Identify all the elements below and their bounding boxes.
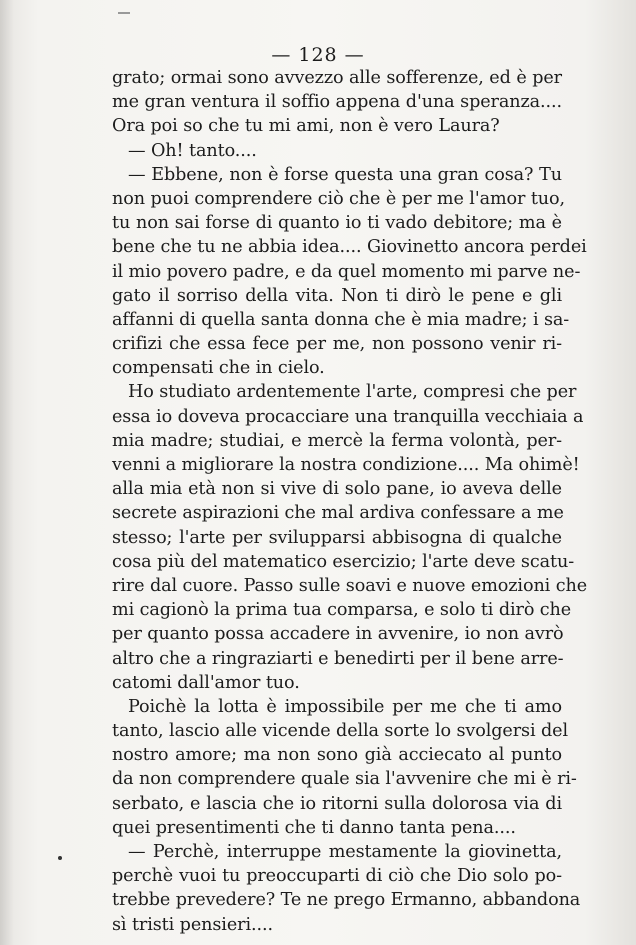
text-line: rire dal cuore. Passo sulle soavi e nuove emozioni che: [112, 575, 588, 596]
text-line: sì tristi pensieri....: [112, 914, 273, 935]
text-line: per quanto possa accadere in avvenire, io non avrò: [112, 624, 564, 645]
text-line: catomi dall'amor tuo.: [112, 672, 300, 693]
text-line: quei presentimenti che ti danno tanta pena....: [112, 817, 516, 838]
text-line: secrete aspirazioni che mal ardiva confessare a me: [112, 503, 564, 524]
text-line: non puoi comprendere ciò che è per me l'amor tuo,: [112, 188, 566, 209]
text-line: crifizi che essa fece per me, non possono venir ri-: [112, 334, 562, 355]
text-line: nostro amore; ma non sono già acciecato al punto: [112, 745, 562, 766]
spine-shadow: [0, 0, 14, 945]
text-line: essa io doveva procacciare una tranquilla vecchiaia a: [112, 406, 584, 427]
text-line: — Ebbene, non è forse questa una gran cosa? Tu: [128, 164, 562, 185]
text-line: bene che tu ne abbia idea.... Giovinetto ancora perdei: [112, 237, 587, 258]
text-line: stesso; l'arte per svilupparsi abbisogna di qualche: [112, 527, 562, 548]
text-line: perchè vuoi tu preoccuparti di ciò che Dio solo po-: [112, 866, 562, 887]
text-line: Poichè la lotta è impossibile per me che ti amo: [128, 696, 562, 717]
text-line: altro che a ringraziarti e benedirti per il bene arre-: [112, 648, 564, 669]
text-line: il mio povero padre, e da quel momento mi parve ne-: [112, 261, 581, 282]
text-line: me gran ventura il soffio appena d'una speranza....: [112, 92, 562, 113]
text-line: alla mia età non si vive di solo pane, io aveva delle: [112, 479, 562, 500]
page-number: — 128 —: [271, 44, 365, 66]
text-line: grato; ormai sono avvezzo alle sofferenze, ed è per: [112, 68, 562, 88]
text-line: cosa più del matematico esercizio; l'arte deve scatu-: [112, 551, 575, 572]
text-line: — Perchè, interruppe mestamente la giovinetta,: [128, 842, 562, 862]
text-line: Ora poi so che tu mi ami, non è vero Laura?: [112, 116, 500, 137]
text-line: serbato, e lascia che io ritorni sulla dolorosa via di: [112, 793, 562, 814]
text-line: da non comprendere quale sia l'avvenire che mi è ri-: [112, 769, 577, 790]
text-line: compensati che in cielo.: [112, 358, 325, 379]
text-line: affanni di quella santa donna che è mia madre; i sa-: [112, 309, 570, 330]
text-line: tanto, lascio alle vicende della sorte lo svolgersi del: [112, 721, 568, 742]
text-line: mi cagionò la prima tua comparsa, e solo ti dirò che: [112, 600, 572, 621]
text-line: Ho studiato ardentemente l'arte, compresi che per: [128, 382, 577, 403]
text-line: tu non sai forse di quanto io ti vado debitore; ma è: [112, 213, 562, 234]
text-line: mia madre; studiai, e mercè la ferma volontà, per-: [112, 430, 562, 451]
print-mark: [118, 12, 130, 14]
text-line: — Oh! tanto....: [128, 140, 257, 161]
text-line: trebbe prevedere? Te ne prego Ermanno, abbandona: [112, 890, 581, 911]
text-line: venni a migliorare la nostra condizione.... Ma ohimè!: [112, 455, 580, 475]
body-text: [112, 66, 588, 937]
text-line: gato il sorriso della vita. Non ti dirò le pene e gli: [112, 285, 562, 306]
ink-speck: [58, 856, 62, 860]
